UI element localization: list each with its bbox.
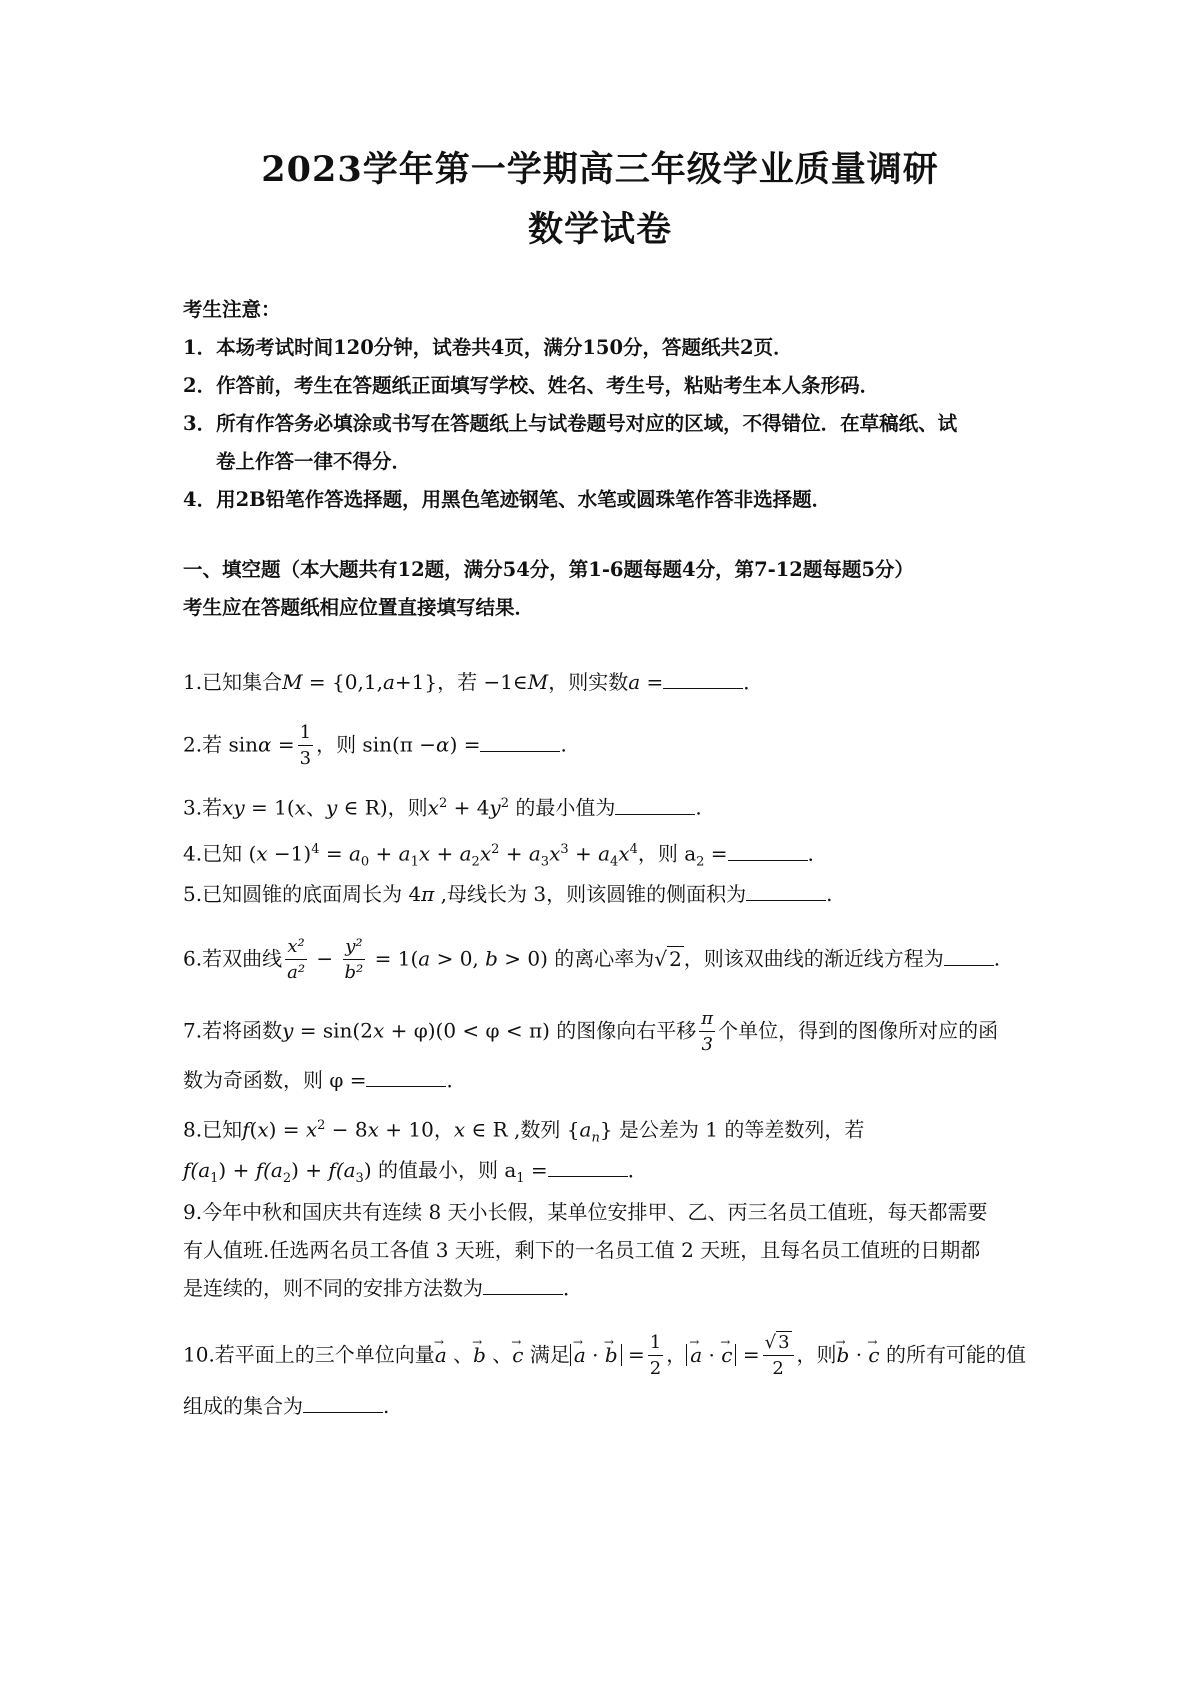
notice-item-3-cont: 卷上作答一律不得分． (216, 450, 412, 473)
question-8: 8.已知$f(x) = x^2 - 8x + 10$，x ∈ R ,数列 $\{a_n\}$ 是公差为 1 的等差数列，若 (183, 1117, 865, 1146)
fraction: $\frac{1}{2}$ (649, 1332, 662, 1379)
answer-blank[interactable] (663, 670, 743, 689)
notice-item-1: 1．本场考试时间120分钟，试卷共4页，满分150分，答题纸共2页． (183, 336, 793, 359)
answer-blank[interactable] (483, 1276, 563, 1295)
fraction: $\frac{√ 3}{2}$ (763, 1334, 794, 1378)
answer-blank[interactable] (366, 1068, 446, 1087)
fraction: $\frac{\text{y²}}{\text{b²}}$ (344, 936, 364, 983)
absolute-value: → a · → c (686, 1344, 736, 1366)
answer-blank[interactable] (303, 1394, 383, 1413)
question-5: 5.已知圆锥的底面周长为 4π ,母线长为 3，则该圆锥的侧面积为 . (183, 882, 833, 906)
question-9: 9.今年中秋和国庆共有连续 8 天小长假，某单位安排甲、乙、丙三名员工值班，每天都需要 (183, 1200, 988, 1224)
question-3: 3.若xy = 1(x、y ∈ R)，则$x^2 + 4y^2$ 的最小值为 . (183, 795, 702, 820)
answer-blank[interactable] (746, 882, 826, 901)
answer-blank[interactable] (548, 1158, 628, 1177)
fraction: $\frac{\text{x²}}{\text{a²}}$ (287, 936, 306, 983)
question-10: 10.若平面上的三个单位向量→ a 、→ b 、→ c 满足→ a · → b = $\frac{1}{2}$ ，→ a · → c = $\frac{√ 3}{2}$ ，则→ b · → c 的所有可能的值 (183, 1334, 1063, 1378)
notice-item-2: 2．作答前，考生在答题纸正面填写学校、姓名、考生号，粘贴考生本人条形码． (183, 374, 880, 397)
question-9-cont: 有人值班.任选两名员工各值 3 天班，剩下的一名员工值 2 天班，且每名员工值班的日期都 (183, 1238, 981, 1262)
question-4: 4.已知 $(x -1)^4 = a_0 + a_1x + a_2x^2 + a_3x^3 + a_4x^4$，则 $a_2$ = ． (183, 841, 828, 870)
section-instruction: 考生应在答题纸相应位置直接填写结果． (183, 596, 535, 619)
question-1: 1.已知集合M = {0,1,a+1}，若 −1∈M，则实数a = ． (183, 670, 764, 694)
question-2: 2.若 sinα = $\frac{1}{3}$ ，则 sin(π −α) = . (183, 722, 567, 769)
question-7-cont: 数为奇函数，则 φ = ． (183, 1068, 467, 1092)
question-8-cont: $f(a_1) + f(a_2) + f(a_3)$ 的值最小，则 $a_1$ = ． (183, 1158, 648, 1186)
question-10-cont: 组成的集合为 . (183, 1394, 390, 1418)
answer-blank[interactable] (615, 796, 695, 815)
question-7: 7.若将函数y = sin(2x + φ)(0 < φ < π) 的图像向右平移 $\frac{\pi}{3}$ 个单位，得到的图像所对应的函 (183, 1008, 999, 1055)
section-heading: 一、填空题（本大题共有12题，满分54分，第1-6题每题4分，第7-12题每题5分） (183, 558, 914, 581)
fraction: $\frac{1}{3}$ (299, 722, 312, 769)
exam-subtitle: 数学试卷 (527, 209, 672, 250)
answer-blank[interactable] (944, 947, 994, 966)
question-9-cont: 是连续的，则不同的安排方法数为 ． (183, 1276, 583, 1300)
fraction: $\frac{\pi}{3}$ (701, 1008, 714, 1055)
notice-heading: 考生注意： (183, 298, 281, 321)
notice-item-4: 4．用2B铅笔作答选择题，用黑色笔迹钢笔、水笔或圆珠笔作答非选择题． (183, 488, 832, 511)
sqrt-symbol: √ 3 (764, 1332, 790, 1353)
exam-title: 2023学年第一学期高三年级学业质量调研 (261, 149, 939, 190)
sqrt-symbol: √ 2 (654, 946, 682, 971)
answer-blank[interactable] (480, 733, 560, 752)
notice-item-3: 3．所有作答务必填涂或书写在答题纸上与试卷题号对应的区域，不得错位．在草稿纸、试 (183, 412, 958, 435)
question-6: 6.若双曲线 $\frac{\text{x²}}{\text{a²}}$ − $\frac{\text{y²}}{\text{b²}}$ = 1(a > 0, b > 0) 的离心率为√ 2 ，则该双曲线的渐近线方程为 . (183, 936, 1001, 983)
absolute-value: → a · → b (570, 1344, 622, 1366)
answer-blank[interactable] (728, 842, 808, 861)
